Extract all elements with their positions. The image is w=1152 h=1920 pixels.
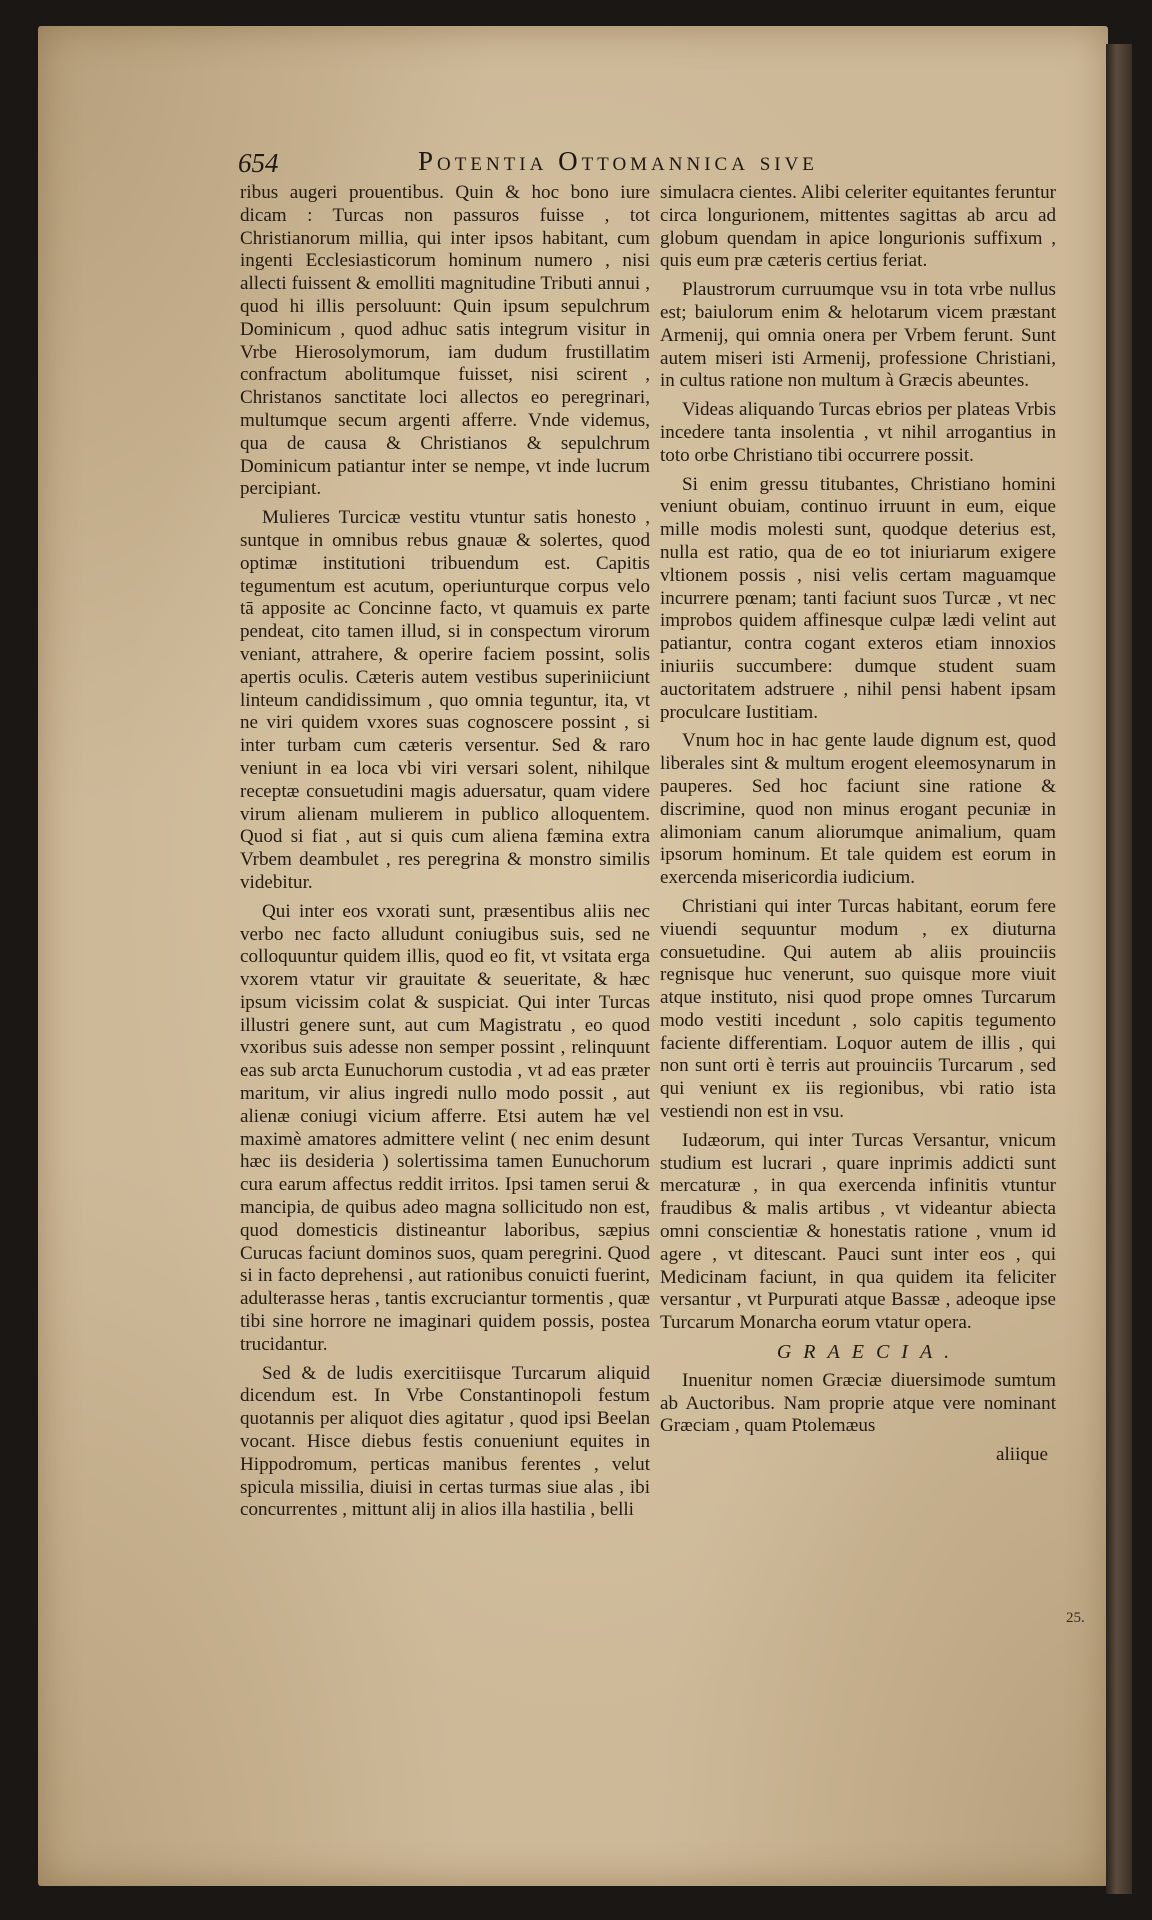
paragraph: Vnum hoc in hac gente laude dignum est, quod liberales sint & multum erogent eleemosynarum in pauperes. Sed hoc faciunt sine ratione & discrimine, quod non minus erogant pecuniæ in alimoniam canum aliorumque animalium, quam ipsorum hominum. Et tale quidem est eorum in exercenda misericordia iudicium. <box>660 730 1056 889</box>
section-heading: GRAECIA. <box>776 1341 962 1364</box>
paragraph: simulacra cientes. Alibi celeriter equitantes feruntur circa longurionem, mittentes sagittas ab arcu ad globum quendam in apice longurionis suffixum , quis eum præ cæteris certius feriat. <box>660 182 1056 272</box>
paragraph: Iudæorum, qui inter Turcas Versantur, vnicum studium est lucrari , quare inprimis addicti sunt mercaturæ , in qua exercenda infinitis vtuntur fraudibus & malis artibus , vt videantur abiecta omni conscientiæ & honestatis ratione , vnum id agere , vt ditescant. Pauci sunt inter eos , qui Medicinam faciunt, in qua quidem ita feliciter versantur , vt Purpurati atque Bassæ , adeoque ipse Turcarum Monarcha eorum vtatur opera. <box>660 1129 1056 1334</box>
paragraph: Plaustrorum curruumque vsu in tota vrbe nullus est; baiulorum enim & helotarum vicem præstant Armenij, qui omnia onera per Vrbem ferunt. Sunt autem miseri isti Armenij, professione Christiani, in cultus ratione non multum à Græcis abeuntes. <box>660 279 1056 392</box>
right-column <box>660 182 1056 1467</box>
page-edge-shadow <box>1106 44 1132 1894</box>
margin-note: 25. <box>1066 1610 1085 1626</box>
paragraph: Inuenitur nomen Græciæ diuersimode sumtum ab Auctoribus. Nam proprie atque vere nominant Græciam , quam Ptolemæus <box>660 1369 1056 1437</box>
page-header <box>238 146 888 182</box>
running-title: Potentia Ottomannica sive <box>418 146 818 176</box>
paragraph: ribus augeri prouentibus. Quin & hoc bono iure dicam : Turcas non passuros fuisse , tot Christianorum millia, qui inter ipsos habitant, cum ingenti Ecclesiasticorum hominum numero , nisi allecti fuissent & emolliti magnitudine Tributi annui , quod hi illis persoluunt: Quin ipsum sepulchrum Dominicum , quod adhuc satis integrum visitur in Vrbe Hierosolymorum, iam dudum frustillatim confractum abolitumque fuisset, nisi scirent , Christanos sanctitate loci allectos eo peregrinari, multumque secum argenti afferre. Vnde videmus, qua de causa & Christianos & sepulchrum Dominicum patiantur inter se nempe, vt inde lucrum percipiant. <box>240 182 650 500</box>
paragraph: Qui inter eos vxorati sunt, præsentibus aliis nec verbo nec facto alludunt coniugibus suis, sed ne colloquuntur quidem illis, quod eo fit, vt vsitata erga vxorem vtatur vir grauitate & seueritate, & hæc ipsum vicissim colat & suspiciat. Qui inter Turcas illustri genere sunt, aut cum Magistratu , eo quod vxoribus suis adesse non semper possint , relinquunt eas sub arcta Eunuchorum custodia , vt ad eas præter maritum, vir alius ingredi nullo modo possit , aut alienæ coniugi vicium afferre. Etsi autem hæ vel maximè amatores admittere velint ( nec enim desunt hæc iis desideria ) solertissima tamen Eunuchorum cura earum affectus reddit irritos. Ipsi tamen serui & mancipia, de quibus adeo magna sollicitudo non est, quod domesticis distineantur laboribus, sæpius Curucas faciunt dominos suos, quam peregrini. Quod si in facto deprehensi , aut rationibus conuicti fuerint, adulterasse heras , tantis excruciantur tormentis , quæ tibi sine horrore ne imaginari quidem possis, postea trucidantur. <box>240 900 650 1355</box>
paragraph: Mulieres Turcicæ vestitu vtuntur satis honesto , suntque in omnibus rebus gnauæ & solertes, quod optimæ institutioni tribuendum est. Capitis tegumentum est acutum, operiunturque corpus velo tā apposite ac Concinne facto, vt quamuis ex parte pendeat, cito tamen illud, si in conspectum virorum veniant, attrahere, & operire faciem possint, solis apertis oculis. Cæteris autem vestibus superiniiciunt linteum candidissimum , quo omnia teguntur, ita, vt ne viri quidem vxores suas cognoscere possint , si inter turbam cum cæteris versentur. Sed & raro veniunt in ea loca vbi viri versari solent, nihilque receptæ consuetudini magis aduersatur, quam videre virum alienam mulierem in publico alloquentem. Quod si fiat , aut si quis cum aliena fæmina extra Vrbem deambulet , res peregrina & monstro similis videbitur. <box>240 507 650 893</box>
paragraph: Christiani qui inter Turcas habitant, eorum fere viuendi sequuntur modum , ex diuturna consuetudine. Qui autem ab aliis prouinciis regnisque huc venerunt, suo quisque more viuit atque instituto, nisi quod prope omnes Turcarum modo vestiti incedunt , solo capitis tegumento faciente differentiam. Loquor autem de illis , qui non sunt orti è terris aut prouinciis Turcarum , sed qui veniunt ex iis regionibus, vbi ratio ista vestiendi non est in vsu. <box>660 895 1056 1123</box>
paragraph: Sed & de ludis exercitiisque Turcarum aliquid dicendum est. In Vrbe Constantinopoli festum quotannis per aliquot dies agitatur , quod ipsi Beelan vocant. Hisce diebus festis conueniunt equites in Hippodromum, perticas manibus ferentes , velut spicula missilia, diuisi in certas turmas siue alas , ibi concurrentes , mittunt alij in alios illa hastilia , belli <box>240 1362 650 1521</box>
catchword: aliique <box>996 1444 1048 1466</box>
paragraph: Si enim gressu titubantes, Christiano homini veniunt obuiam, continuo irruunt in eum, eique mille modis molesti sunt, quodque deterius est, nulla est ratio, qua de eo tot iniuriarum exigere vltionem possis , nisi velis certam maguamque incurrere pœnam; tanti faciunt suos Turcæ , vt nec improbos quidem affinesque culpæ lædi velint aut patiantur, contra cogant exteros etiam innoxios iniuriis succumbere: dumque student suam auctoritatem adstruere , nihil pensi habent ipsam proculcare Iustitiam. <box>660 473 1056 723</box>
left-column <box>240 182 650 1528</box>
page-number: 654 <box>238 148 279 178</box>
paragraph: Videas aliquando Turcas ebrios per plateas Vrbis incedere tanta insolentia , vt nihil arrogantius in toto orbe Christiano tibi occurrere possit. <box>660 399 1056 466</box>
